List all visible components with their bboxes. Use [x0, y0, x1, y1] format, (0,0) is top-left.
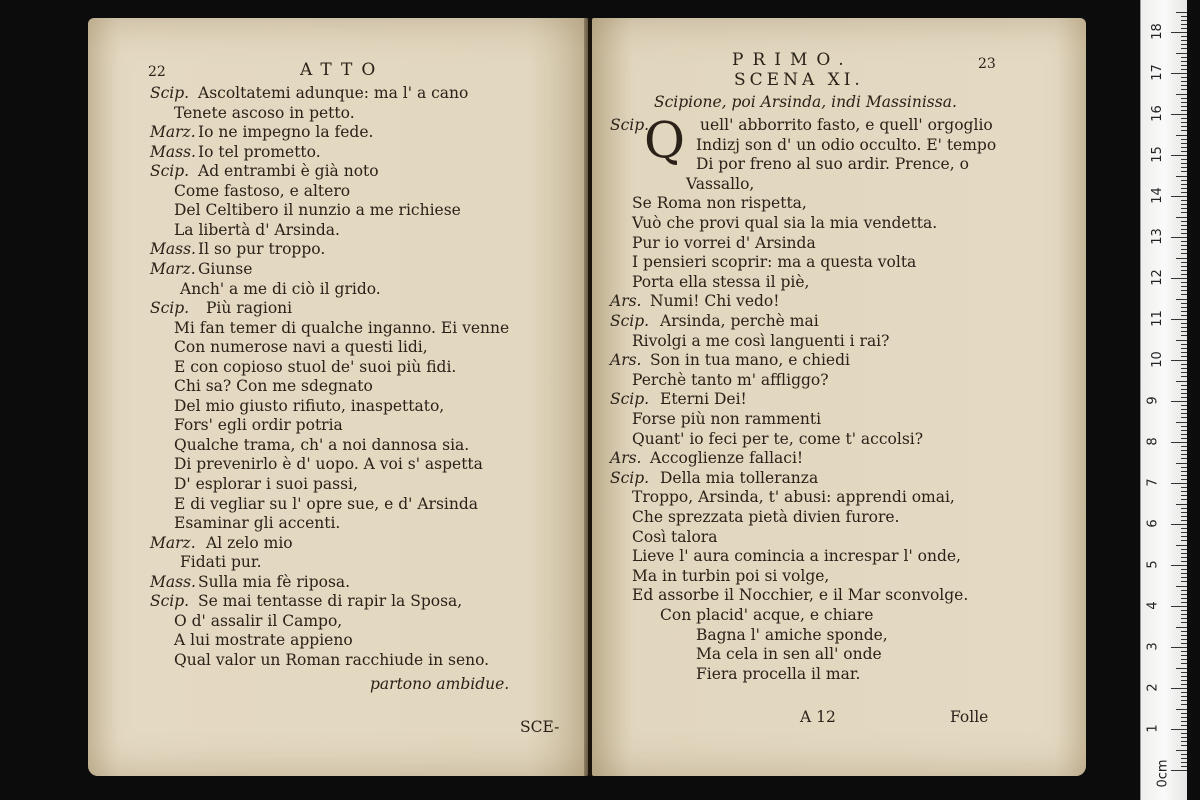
ruler-tick [1181, 532, 1187, 533]
verse-line: Con placid' acque, e chiare [660, 606, 874, 624]
verse-line: Rivolgi a me così languenti i rai? [632, 331, 890, 350]
ruler-tick [1181, 188, 1187, 189]
ruler-tick [1181, 762, 1187, 763]
ruler-tick [1181, 672, 1187, 673]
ruler-tick [1181, 40, 1187, 41]
verse-line: Numi! Chi vedo! [650, 292, 780, 311]
ruler-tick [1181, 479, 1187, 480]
verse-line: E con copioso stuol de' suoi più fidi. [174, 357, 457, 376]
speaker-label: Scip. [150, 162, 190, 181]
ruler-tick [1176, 53, 1187, 54]
verse-line: Più ragioni [206, 299, 293, 318]
ruler-tick [1181, 430, 1187, 431]
ruler-tick [1181, 704, 1187, 705]
ruler-tick [1181, 717, 1187, 718]
right-page-number: 23 [978, 56, 996, 72]
verse-line: Anch' a me di ciò il grido. [180, 279, 381, 298]
ruler-number: 18 [1149, 23, 1165, 40]
ruler-tick [1176, 709, 1187, 710]
ruler-tick [1181, 167, 1187, 168]
ruler-tick [1181, 467, 1187, 468]
ruler-number: 15 [1149, 146, 1165, 163]
ruler-tick [1181, 631, 1187, 632]
verse-line: Bagna l' amiche sponde, [696, 625, 888, 644]
verse-line: Con numerose navi a questi lidi, [174, 338, 428, 357]
verse-line: Ma cela in sen all' onde [696, 645, 882, 664]
verse-line: Fors' egli ordir potria [174, 416, 343, 435]
ruler-tick [1181, 208, 1187, 209]
ruler-tick [1181, 143, 1187, 144]
speaker-label: Marz. [150, 259, 196, 278]
speaker-label: Ars. [610, 351, 642, 370]
verse-line: Io tel prometto. [198, 142, 321, 161]
speaker-label: Ars. [610, 449, 642, 468]
verse-line: I pensieri scoprir: ma a questa volta [632, 253, 917, 272]
ruler-tick [1171, 565, 1187, 566]
ruler-tick [1181, 184, 1187, 185]
open-book [88, 18, 1088, 780]
ruler-tick [1181, 651, 1187, 652]
verse-line: Di por freno al suo ardir. Prence, o [696, 155, 969, 174]
ruler-tick [1181, 294, 1187, 295]
ruler-tick [1181, 680, 1187, 681]
ruler-tick [1181, 233, 1187, 234]
ruler-tick [1181, 344, 1187, 345]
ruler-tick [1181, 171, 1187, 172]
ruler-tick [1181, 758, 1187, 759]
ruler-tick [1171, 32, 1187, 33]
verse-line: Arsinda, perchè mai [660, 312, 819, 330]
ruler-tick [1181, 331, 1187, 332]
verse-line: Del mio giusto rifiuto, inaspettato, [174, 396, 445, 415]
verse-line: Sulla mia fè riposa. [198, 572, 351, 591]
ruler-tick [1181, 315, 1187, 316]
ruler-tick [1176, 94, 1187, 95]
verse-line: Al zelo mio [206, 533, 293, 552]
ruler-tick [1181, 540, 1187, 541]
ruler-tick [1181, 139, 1187, 140]
ruler-tick [1181, 385, 1187, 386]
ruler-tick [1181, 311, 1187, 312]
ruler-tick [1181, 249, 1187, 250]
ruler-tick [1176, 258, 1187, 259]
speaker-label: Scip. [610, 390, 650, 409]
speaker-label: Scip. [150, 299, 190, 318]
verse-line: Fiera procella il mar. [696, 664, 861, 683]
ruler-tick [1181, 106, 1187, 107]
drop-cap: Q [644, 111, 685, 169]
verse-line: Della mia tolleranza [660, 468, 819, 487]
verse-line: Chi sa? Con me sdegnato [174, 377, 373, 396]
ruler-number: 1 [1145, 724, 1161, 733]
ruler-tick [1181, 77, 1187, 78]
ruler-tick [1181, 372, 1187, 373]
ruler-tick [1181, 180, 1187, 181]
ruler-tick [1181, 241, 1187, 242]
ruler-tick [1181, 122, 1187, 123]
ruler-tick [1181, 389, 1187, 390]
ruler-tick [1181, 85, 1187, 86]
verse-line: Esaminar gli accenti. [174, 514, 341, 533]
ruler-number: 12 [1149, 269, 1165, 286]
speaker-label: Scip. [610, 468, 650, 487]
ruler-tick [1181, 499, 1187, 500]
ruler-tick [1181, 200, 1187, 201]
ruler-tick [1171, 401, 1187, 402]
verse-line: uell' abborrito fasto, e quell' orgoglio [700, 116, 993, 134]
ruler-unit-label: 0cm [1155, 759, 1171, 788]
ruler-tick [1181, 327, 1187, 328]
verse-line: Vassallo, [686, 174, 755, 193]
scene-title: SCENA XI. [734, 70, 864, 90]
ruler-tick [1181, 409, 1187, 410]
verse-line: Ad entrambi è già noto [198, 162, 379, 181]
ruler-tick [1181, 655, 1187, 656]
ruler-tick [1181, 487, 1187, 488]
ruler-tick [1181, 151, 1187, 152]
verse-line: Ascoltatemi adunque: ma l' a cano [198, 84, 469, 102]
right-catchword: Folle [950, 708, 989, 726]
ruler-tick [1181, 741, 1187, 742]
ruler-tick [1181, 126, 1187, 127]
ruler-tick [1181, 98, 1187, 99]
ruler-tick [1181, 614, 1187, 615]
ruler-number: 5 [1145, 560, 1161, 569]
ruler-tick [1181, 225, 1187, 226]
ruler-tick [1171, 196, 1187, 197]
ruler-number: 6 [1145, 519, 1161, 528]
ruler-tick [1181, 81, 1187, 82]
left-running-head: ATTO [300, 60, 385, 80]
speaker-label: Ars. [610, 292, 642, 311]
ruler-tick [1171, 114, 1187, 115]
ruler-tick [1181, 253, 1187, 254]
ruler-tick [1181, 516, 1187, 517]
ruler-tick [1181, 417, 1187, 418]
verse-line: E di vegliar su l' opre sue, e d' Arsinda [174, 494, 478, 513]
ruler-tick [1181, 368, 1187, 369]
verse-line: Ma in turbin poi si volge, [632, 566, 830, 585]
ruler-tick [1181, 426, 1187, 427]
verse-line: Del Celtibero il nunzio a me richiese [174, 201, 461, 220]
verse-line: Qual valor un Roman racchiude in seno. [174, 650, 490, 669]
verse-line: Pur io vorrei d' Arsinda [632, 233, 816, 252]
verse-line: Io ne impegno la fede. [198, 123, 374, 142]
verse-line: Di prevenirlo è d' uopo. A voi s' aspetta [174, 455, 483, 474]
ruler-tick [1176, 299, 1187, 300]
ruler-tick [1181, 61, 1187, 62]
ruler-number: 14 [1149, 187, 1165, 204]
ruler-tick [1181, 28, 1187, 29]
ruler-tick [1171, 155, 1187, 156]
ruler-tick [1181, 475, 1187, 476]
ruler-tick [1181, 491, 1187, 492]
ruler-tick [1181, 118, 1187, 119]
verse-line: Fidati pur. [180, 553, 262, 572]
ruler-tick [1181, 434, 1187, 435]
ruler-tick [1176, 627, 1187, 628]
ruler-tick [1181, 376, 1187, 377]
ruler-tick [1181, 286, 1187, 287]
ruler-tick [1181, 290, 1187, 291]
ruler-tick [1176, 176, 1187, 177]
ruler-tick [1176, 422, 1187, 423]
ruler-tick [1181, 495, 1187, 496]
ruler-tick [1181, 602, 1187, 603]
ruler-tick [1181, 639, 1187, 640]
verse-line: Vuò che provi qual sia la mia vendetta. [632, 214, 938, 232]
ruler-tick [1181, 745, 1187, 746]
ruler-tick [1181, 147, 1187, 148]
verse-line: Se mai tentasse di rapir la Sposa, [198, 592, 463, 611]
ruler-tick [1181, 282, 1187, 283]
ruler-tick [1171, 524, 1187, 525]
ruler-tick [1181, 163, 1187, 164]
ruler-tick [1181, 24, 1187, 25]
ruler-tick [1171, 483, 1187, 484]
ruler-tick [1176, 381, 1187, 382]
verse-line: Se Roma non rispetta, [632, 194, 807, 213]
ruler-tick [1176, 135, 1187, 136]
ruler-number: 17 [1149, 64, 1165, 81]
ruler-tick [1181, 573, 1187, 574]
ruler-tick [1176, 12, 1187, 13]
verse-line: La libertà d' Arsinda. [174, 220, 340, 239]
ruler-tick [1181, 397, 1187, 398]
ruler-tick [1181, 413, 1187, 414]
verse-line: Che sprezzata pietà divien furore. [632, 508, 900, 526]
ruler-tick [1181, 713, 1187, 714]
verse-line: Lieve l' aura comincia a increspar l' onde, [632, 547, 961, 566]
ruler-tick [1181, 766, 1187, 767]
ruler-tick [1176, 668, 1187, 669]
ruler-tick [1181, 266, 1187, 267]
ruler-tick [1181, 352, 1187, 353]
signature-mark: A 12 [800, 708, 836, 726]
speaker-label: Scip. [150, 84, 190, 102]
ruler-tick [1181, 569, 1187, 570]
ruler-tick [1181, 36, 1187, 37]
verse-line: Tenete ascoso in petto. [174, 103, 355, 122]
ruler-tick [1181, 212, 1187, 213]
ruler-tick [1176, 586, 1187, 587]
ruler-tick [1181, 557, 1187, 558]
ruler-number: 8 [1145, 437, 1161, 446]
verse-line: Forse più non rammenti [632, 410, 822, 428]
ruler-tick [1181, 48, 1187, 49]
ruler-number: 10 [1149, 351, 1165, 368]
ruler-number: 4 [1145, 601, 1161, 610]
ruler-tick [1181, 684, 1187, 685]
scene-characters: Scipione, poi Arsinda, indi Massinissa. [654, 93, 957, 111]
verse-line: Perchè tanto m' affliggo? [632, 370, 829, 389]
verse-line: Come fastoso, e altero [174, 181, 351, 200]
left-page [88, 18, 588, 776]
ruler-tick [1181, 229, 1187, 230]
ruler-tick [1181, 307, 1187, 308]
ruler-tick [1181, 65, 1187, 66]
ruler-tick [1176, 217, 1187, 218]
speaker-label: Marz. [150, 533, 196, 552]
ruler-tick [1181, 610, 1187, 611]
ruler-tick [1181, 696, 1187, 697]
verse-line: Quant' io feci per te, come t' accolsi? [632, 429, 924, 448]
ruler-tick [1181, 618, 1187, 619]
ruler-tick [1181, 130, 1187, 131]
verse-line: Mi fan temer di qualche inganno. Ei venne [174, 318, 510, 337]
ruler-tick [1181, 110, 1187, 111]
ruler-tick [1181, 458, 1187, 459]
ruler-number: 7 [1145, 478, 1161, 487]
ruler-tick [1181, 512, 1187, 513]
ruler-tick [1181, 581, 1187, 582]
ruler-tick [1176, 463, 1187, 464]
ruler-tick [1181, 44, 1187, 45]
ruler-tick [1181, 57, 1187, 58]
ruler-tick [1181, 221, 1187, 222]
speaker-label: Scip. [150, 592, 190, 611]
ruler-tick [1181, 405, 1187, 406]
ruler-number: 9 [1145, 396, 1161, 405]
ruler-tick [1176, 340, 1187, 341]
ruler-tick [1181, 594, 1187, 595]
ruler-number: 16 [1149, 105, 1165, 122]
ruler-tick [1181, 635, 1187, 636]
ruler-number: 3 [1145, 642, 1161, 651]
ruler-tick [1181, 561, 1187, 562]
ruler-tick [1181, 643, 1187, 644]
ruler-tick [1181, 335, 1187, 336]
verse-line: A lui mostrate appieno [174, 631, 353, 650]
ruler-tick [1171, 360, 1187, 361]
left-page-number: 22 [148, 64, 166, 80]
ruler-tick [1181, 659, 1187, 660]
verse-line: Qualche trama, ch' a noi dannosa sia. [174, 435, 470, 454]
verse-line: Troppo, Arsinda, t' abusi: apprendi omai, [632, 488, 955, 507]
speaker-label: Mass. [150, 240, 196, 259]
verse-line: Son in tua mano, e chiedi [650, 351, 850, 370]
ruler-tick [1181, 536, 1187, 537]
ruler-tick [1181, 16, 1187, 17]
ruler-tick [1176, 504, 1187, 505]
ruler-number: 2 [1145, 683, 1161, 692]
speaker-label: Mass. [150, 142, 196, 161]
ruler-tick [1171, 237, 1187, 238]
ruler-tick [1171, 278, 1187, 279]
ruler-tick [1171, 606, 1187, 607]
speaker-label: Scip. [610, 312, 650, 330]
ruler-tick [1181, 737, 1187, 738]
ruler-tick [1181, 549, 1187, 550]
ruler-tick [1181, 520, 1187, 521]
ruler-tick [1181, 245, 1187, 246]
ruler-tick [1181, 446, 1187, 447]
ruler-tick [1181, 590, 1187, 591]
verse-line: Indizj son d' un odio occulto. E' tempo [696, 135, 997, 154]
ruler-tick [1181, 725, 1187, 726]
ruler-tick [1171, 442, 1187, 443]
verse-line: Il so pur troppo. [198, 240, 326, 259]
ruler-tick [1171, 729, 1187, 730]
left-catchword: SCE- [520, 718, 560, 736]
ruler-tick [1181, 438, 1187, 439]
ruler-tick [1181, 323, 1187, 324]
ruler-tick [1171, 770, 1187, 771]
ruler-tick [1181, 192, 1187, 193]
ruler-tick [1176, 750, 1187, 751]
measuring-ruler [1140, 0, 1187, 800]
ruler-tick [1171, 73, 1187, 74]
ruler-tick [1181, 733, 1187, 734]
ruler-tick [1171, 647, 1187, 648]
ruler-tick [1181, 364, 1187, 365]
ruler-tick [1181, 553, 1187, 554]
ruler-tick [1181, 262, 1187, 263]
verse-line: Porta ella stessa il piè, [632, 272, 810, 291]
verse-line: O d' assalir il Campo, [174, 611, 343, 630]
ruler-tick [1181, 700, 1187, 701]
ruler-tick [1171, 319, 1187, 320]
ruler-tick [1181, 471, 1187, 472]
ruler-tick [1181, 159, 1187, 160]
ruler-tick [1176, 545, 1187, 546]
ruler-tick [1181, 102, 1187, 103]
ruler-tick [1181, 663, 1187, 664]
ruler-number: 13 [1149, 228, 1165, 245]
ruler-tick [1181, 69, 1187, 70]
ruler-tick [1181, 622, 1187, 623]
ruler-tick [1181, 20, 1187, 21]
ruler-tick [1181, 303, 1187, 304]
exit-direction: partono ambidue. [370, 675, 510, 693]
verse-line: Ed assorbe il Nocchier, e il Mar sconvolge. [632, 586, 969, 605]
ruler-tick [1181, 508, 1187, 509]
ruler-tick [1181, 577, 1187, 578]
ruler-tick [1181, 676, 1187, 677]
ruler-tick [1181, 356, 1187, 357]
ruler-tick [1181, 204, 1187, 205]
ruler-tick [1181, 89, 1187, 90]
ruler-tick [1181, 348, 1187, 349]
verse-line: Accoglienze fallaci! [650, 449, 804, 468]
ruler-tick [1181, 274, 1187, 275]
ruler-tick [1181, 598, 1187, 599]
ruler-tick [1181, 528, 1187, 529]
ruler-tick [1181, 270, 1187, 271]
ruler-tick [1181, 692, 1187, 693]
ruler-number: 11 [1149, 310, 1165, 327]
ruler-tick [1171, 688, 1187, 689]
ruler-tick [1181, 450, 1187, 451]
verse-line: D' esplorar i suoi passi, [174, 475, 358, 493]
ruler-tick [1181, 721, 1187, 722]
ruler-tick [1181, 454, 1187, 455]
speaker-label: Marz. [150, 123, 196, 142]
ruler-tick [1181, 754, 1187, 755]
ruler-tick [1181, 393, 1187, 394]
speaker-label: Scip. [610, 116, 650, 134]
verse-line: Così talora [632, 527, 718, 546]
speaker-label: Mass. [150, 572, 196, 591]
right-running-head: PRIMO. [732, 50, 853, 70]
verse-line: Giunse [198, 259, 253, 278]
right-page [592, 18, 1086, 776]
verse-line: Eterni Dei! [660, 390, 747, 409]
